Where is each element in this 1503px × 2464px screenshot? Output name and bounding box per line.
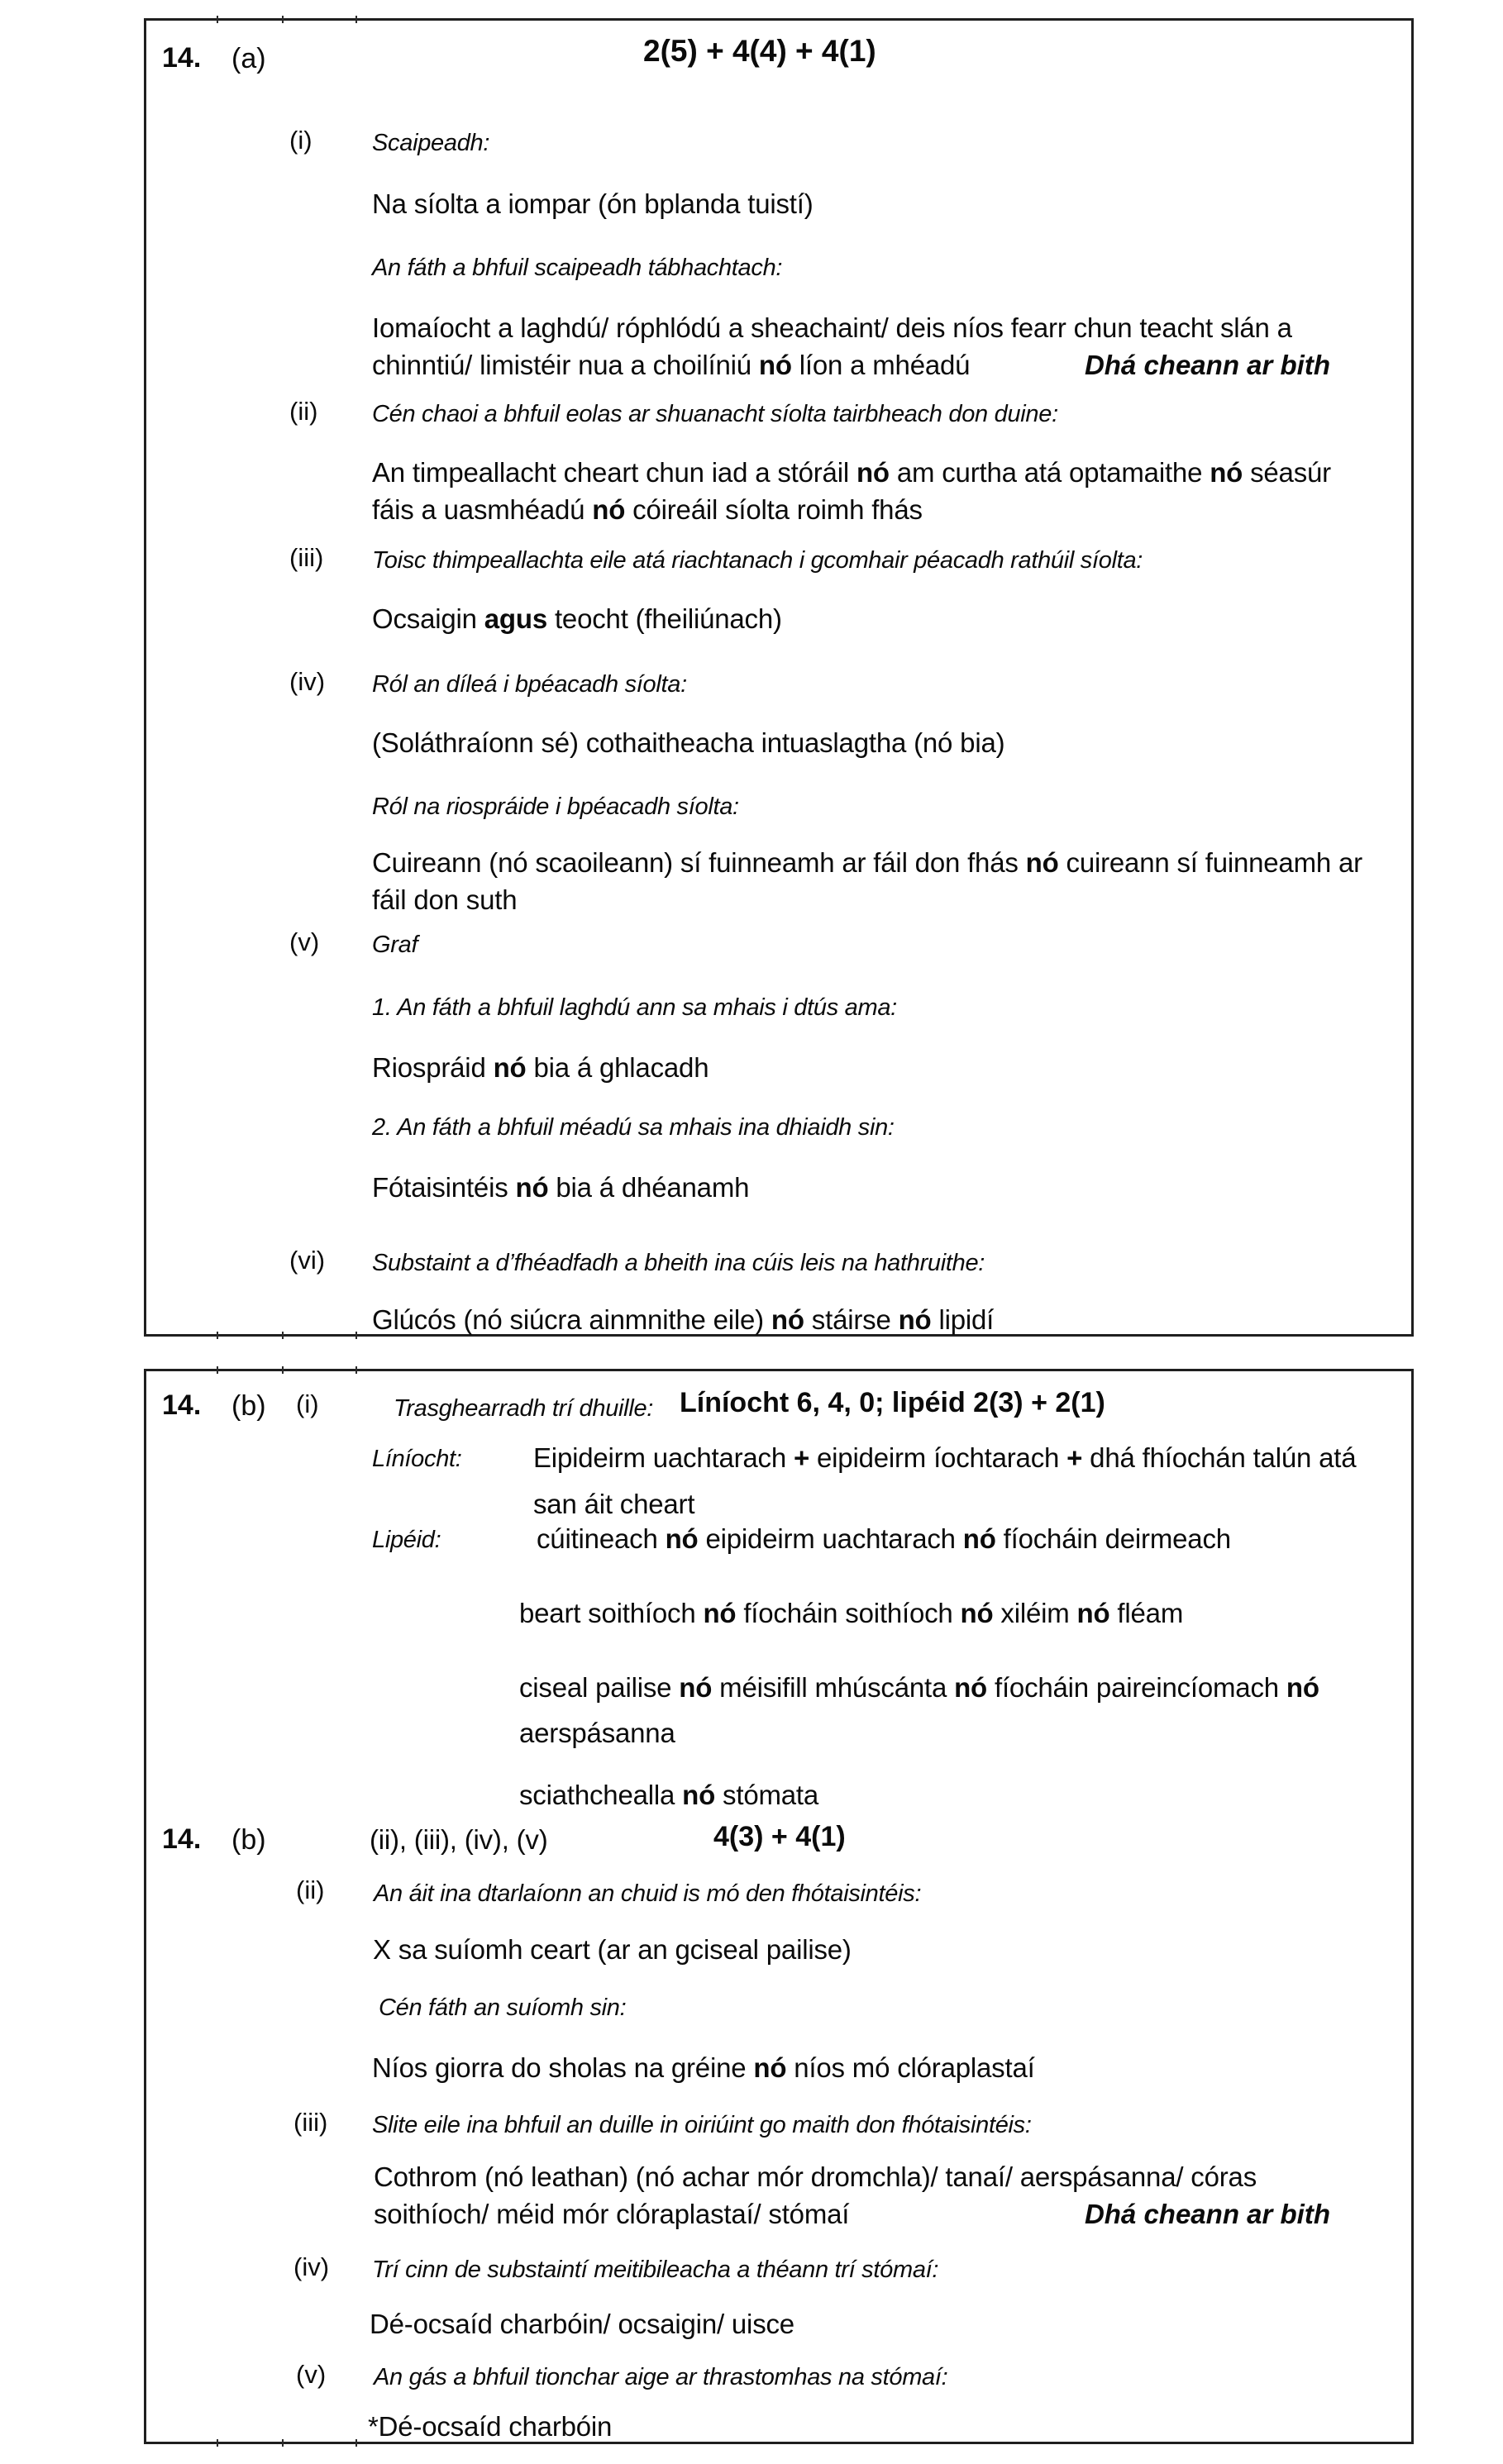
bold-keyword: nó bbox=[898, 1304, 932, 1335]
text-segment: 14. bbox=[162, 1823, 202, 1855]
text-segment: xiléim bbox=[993, 1598, 1077, 1628]
text-segment: Toisc thimpeallachta eile atá riachtanach i gcomhair péacadh rathúil síolta: bbox=[372, 547, 1143, 574]
prompt-text bbox=[394, 1394, 653, 1423]
question-number bbox=[162, 1388, 201, 1423]
text-segment: am curtha atá optamaithe bbox=[889, 457, 1210, 488]
answer-text bbox=[372, 2051, 1035, 2085]
item-numeral bbox=[296, 1875, 324, 1907]
text-segment: (ii), (iii), (iv), (v) bbox=[370, 1824, 548, 1855]
text-segment: lipidí bbox=[931, 1304, 995, 1335]
text-segment: fíocháin soithíoch bbox=[736, 1598, 961, 1628]
answer-text bbox=[370, 2307, 794, 2341]
prompt-text bbox=[372, 1248, 985, 1278]
answer-text bbox=[372, 726, 1004, 760]
text-segment: Dhá cheann ar bith bbox=[1084, 350, 1330, 380]
text-segment: Lipéid: bbox=[372, 1527, 441, 1553]
text-segment: fíocháin paireincíomach bbox=[987, 1672, 1286, 1703]
question-number bbox=[162, 1822, 201, 1857]
text-segment: méisifill mhúscánta bbox=[712, 1672, 955, 1703]
item-numeral bbox=[296, 1389, 319, 1421]
text-segment: (vi) bbox=[289, 1246, 326, 1275]
text-segment: Graf bbox=[372, 932, 418, 958]
bold-keyword: nó bbox=[758, 350, 792, 380]
text-segment: Cothrom (nó leathan) (nó achar mór dromchla)/ tanaí/ aerspásanna/ córas bbox=[374, 2161, 1257, 2192]
text-segment: (b) bbox=[231, 1824, 266, 1856]
answer-text bbox=[372, 493, 923, 527]
answer-text bbox=[372, 187, 814, 221]
item-numeral bbox=[289, 666, 325, 698]
text-segment: cuireann sí fuinneamh ar bbox=[1058, 847, 1362, 878]
text-segment: Níos giorra do sholas na gréine bbox=[372, 2052, 754, 2083]
answer-text bbox=[372, 883, 517, 917]
prompt-text bbox=[372, 670, 687, 699]
text-segment: beart soithíoch bbox=[519, 1598, 704, 1628]
text-segment: (ii) bbox=[296, 1875, 325, 1904]
answer-text bbox=[519, 1596, 1183, 1630]
item-numeral bbox=[296, 2359, 326, 2391]
bold-keyword: nó bbox=[856, 457, 890, 488]
answer-text bbox=[368, 2409, 612, 2443]
text-segment: dhá fhíochán talún atá bbox=[1082, 1442, 1357, 1473]
text-segment: soithíoch/ méid mór clóraplastaí/ stómaí bbox=[374, 2199, 850, 2229]
bold-keyword: nó bbox=[1076, 1598, 1110, 1628]
text-segment: Eipideirm uachtarach bbox=[533, 1442, 794, 1473]
table-cell-tick bbox=[282, 2439, 284, 2447]
bold-keyword: nó bbox=[682, 1780, 716, 1810]
table-cell-tick bbox=[355, 2439, 357, 2447]
text-segment: stómata bbox=[715, 1780, 819, 1810]
text-segment: san áit cheart bbox=[533, 1489, 695, 1519]
text-segment: bia á ghlacadh bbox=[526, 1052, 709, 1083]
text-segment: fíocháin deirmeach bbox=[995, 1523, 1231, 1554]
prompt-text bbox=[379, 1993, 626, 2023]
text-segment: Iomaíocht a laghdú/ róphlódú a sheachaint/ deis níos fearr chun teacht slán a bbox=[372, 312, 1292, 343]
question-14a-box bbox=[144, 18, 1414, 1337]
text-segment: Ról na riospráide i bpéacadh síolta: bbox=[372, 794, 739, 820]
prompt-text bbox=[372, 546, 1143, 575]
table-cell-tick bbox=[217, 2439, 218, 2447]
text-segment: Cén chaoi a bhfuil eolas ar shuanacht síolta tairbheach don duine: bbox=[372, 401, 1058, 427]
item-numeral bbox=[293, 2252, 329, 2284]
text-segment: níos mó clóraplastaí bbox=[786, 2052, 1035, 2083]
bold-keyword: + bbox=[1066, 1442, 1083, 1473]
table-cell-tick bbox=[217, 16, 218, 23]
table-cell-tick bbox=[217, 1332, 218, 1339]
text-segment: 14. bbox=[162, 42, 202, 74]
bold-keyword: nó bbox=[493, 1052, 527, 1083]
text-segment: fáil don suth bbox=[372, 884, 518, 915]
text-segment: (b) bbox=[231, 1390, 266, 1422]
table-cell-tick bbox=[217, 1366, 218, 1374]
prompt-text bbox=[374, 1879, 921, 1909]
text-segment: 2. An fáth a bhfuil méadú sa mhais ina dhiaidh sin: bbox=[372, 1114, 895, 1141]
answer-text bbox=[372, 1170, 749, 1204]
text-segment: Trí cinn de substaintí meitibileacha a théann trí stómaí: bbox=[372, 2257, 939, 2283]
table-cell-tick bbox=[282, 16, 284, 23]
marks-heading bbox=[713, 1819, 846, 1855]
item-numeral bbox=[289, 927, 319, 959]
part-label bbox=[231, 1823, 266, 1858]
bold-keyword: nó bbox=[679, 1672, 713, 1703]
text-segment: Trasghearradh trí dhuille: bbox=[394, 1395, 654, 1422]
text-segment: An gás a bhfuil tionchar aige ar thrastomhas na stómaí: bbox=[374, 2364, 948, 2390]
text-segment: (i) bbox=[296, 1389, 319, 1418]
item-numeral bbox=[289, 1245, 325, 1277]
text-segment: 14. bbox=[162, 1389, 202, 1421]
text-segment: séasúr bbox=[1243, 457, 1331, 488]
text-segment: aerspásanna bbox=[519, 1718, 675, 1748]
answer-text bbox=[372, 1051, 709, 1084]
text-segment: (i) bbox=[289, 126, 313, 155]
answer-text bbox=[372, 846, 1362, 879]
accept-any-two-note bbox=[1085, 348, 1330, 382]
prompt-text bbox=[372, 128, 489, 158]
prompt-text bbox=[374, 2362, 947, 2392]
text-segment: chinntiú/ limistéir nua a choilíniú bbox=[372, 350, 759, 380]
answer-text bbox=[372, 311, 1292, 345]
item-numeral bbox=[289, 542, 323, 574]
text-segment: *Dé-ocsaíd charbóin bbox=[368, 2411, 613, 2442]
text-segment: X sa suíomh ceart (ar an gciseal pailise) bbox=[373, 1934, 852, 1965]
text-segment: (v) bbox=[289, 927, 320, 956]
text-segment: Ocsaigin bbox=[372, 603, 484, 634]
text-segment: 1. An fáth a bhfuil laghdú ann sa mhais i dtús ama: bbox=[372, 994, 897, 1021]
bold-keyword: nó bbox=[515, 1172, 549, 1203]
text-segment: teocht (fheiliúnach) bbox=[547, 603, 782, 634]
table-cell-tick bbox=[282, 1332, 284, 1339]
answer-text bbox=[374, 2197, 849, 2231]
text-segment: An timpeallacht cheart chun iad a stóráil bbox=[372, 457, 856, 488]
text-segment: Scaipeadh: bbox=[372, 130, 490, 156]
item-numeral bbox=[289, 396, 317, 428]
prompt-text bbox=[372, 1525, 441, 1555]
text-segment: cúitineach bbox=[537, 1523, 666, 1554]
table-cell-tick bbox=[355, 1366, 357, 1374]
text-segment: Slite eile ina bhfuil an duille in oiriúint go maith don fhótaisintéis: bbox=[372, 2112, 1032, 2138]
accept-any-two-note bbox=[1085, 2197, 1330, 2231]
text-segment: ciseal pailise bbox=[519, 1672, 680, 1703]
text-segment: eipideirm íochtarach bbox=[809, 1442, 1067, 1473]
text-segment: Líníocht 6, 4, 0; lipéid 2(3) + 2(1) bbox=[680, 1387, 1105, 1418]
answer-text bbox=[373, 1933, 852, 1966]
question-number bbox=[162, 41, 201, 76]
text-segment: Dhá cheann ar bith bbox=[1084, 2199, 1330, 2229]
bold-keyword: nó bbox=[771, 1304, 804, 1335]
text-segment: Cén fáth an suíomh sin: bbox=[379, 1995, 627, 2021]
prompt-text bbox=[372, 792, 739, 822]
bold-keyword: nó bbox=[665, 1523, 699, 1554]
text-segment: bia á dhéanamh bbox=[548, 1172, 750, 1203]
bold-keyword: nó bbox=[703, 1598, 737, 1628]
text-segment: líon a mhéadú bbox=[791, 350, 971, 380]
text-segment: Fótaisintéis bbox=[372, 1172, 516, 1203]
text-segment: Cuireann (nó scaoileann) sí fuinneamh ar fáil don fhás bbox=[372, 847, 1026, 878]
prompt-text bbox=[372, 930, 418, 960]
bold-keyword: nó bbox=[1210, 457, 1243, 488]
text-segment: sciathchealla bbox=[519, 1780, 683, 1810]
text-segment: An áit ina dtarlaíonn an chuid is mó den fhótaisintéis: bbox=[374, 1880, 922, 1907]
text-segment: Glúcós (nó siúcra ainmnithe eile) bbox=[372, 1304, 771, 1335]
marks-heading bbox=[680, 1385, 1105, 1421]
bold-keyword: nó bbox=[1025, 847, 1059, 878]
question-14b-box bbox=[144, 1369, 1414, 2444]
text-segment: 2(5) + 4(4) + 4(1) bbox=[643, 34, 876, 68]
text-segment: (v) bbox=[296, 2360, 327, 2389]
answer-text bbox=[537, 1522, 1231, 1556]
prompt-text bbox=[372, 1444, 462, 1474]
answer-text bbox=[519, 1778, 818, 1812]
text-segment: Riospráid bbox=[372, 1052, 494, 1083]
answer-text bbox=[519, 1670, 1319, 1704]
text-segment: (ii) bbox=[289, 397, 318, 426]
prompt-text bbox=[372, 253, 782, 283]
bold-keyword: + bbox=[793, 1442, 810, 1473]
bold-keyword: nó bbox=[960, 1598, 994, 1628]
text-segment: (iii) bbox=[293, 2108, 328, 2137]
text-segment: (iv) bbox=[289, 667, 326, 696]
text-segment: fléam bbox=[1109, 1598, 1184, 1628]
marks-heading bbox=[643, 32, 876, 70]
answer-text bbox=[372, 1303, 994, 1337]
table-cell-tick bbox=[355, 16, 357, 23]
text-segment: Líníocht: bbox=[372, 1446, 462, 1472]
text-segment: eipideirm uachtarach bbox=[698, 1523, 963, 1554]
answer-text bbox=[374, 2160, 1257, 2194]
text-segment: (iv) bbox=[293, 2252, 330, 2281]
answer-text bbox=[533, 1441, 1356, 1475]
text-segment: stáirse bbox=[804, 1304, 899, 1335]
prompt-text bbox=[372, 993, 897, 1022]
prompt-text bbox=[372, 399, 1058, 429]
bold-keyword: nó bbox=[753, 2052, 787, 2083]
bold-keyword: nó bbox=[592, 494, 626, 525]
text-segment: fáis a uasmhéadú bbox=[372, 494, 593, 525]
text-segment: Na síolta a iompar (ón bplanda tuistí) bbox=[372, 188, 814, 219]
text-segment: (iii) bbox=[289, 543, 324, 572]
table-cell-tick bbox=[282, 1366, 284, 1374]
part-label bbox=[231, 1389, 266, 1424]
item-numeral bbox=[289, 125, 313, 157]
text-segment: 4(3) + 4(1) bbox=[713, 1821, 846, 1852]
bold-keyword: nó bbox=[962, 1523, 996, 1554]
answer-text bbox=[372, 348, 970, 382]
answer-text bbox=[372, 602, 782, 636]
text-segment: (a) bbox=[231, 43, 266, 74]
text-segment: An fáth a bhfuil scaipeadh tábhachtach: bbox=[372, 255, 783, 281]
bold-keyword: agus bbox=[484, 603, 547, 634]
bold-keyword: nó bbox=[1286, 1672, 1319, 1703]
text-segment: cóireáil síolta roimh fhás bbox=[625, 494, 923, 525]
prompt-text bbox=[372, 2255, 938, 2285]
answer-text bbox=[370, 1823, 548, 1856]
prompt-text bbox=[372, 1113, 895, 1142]
text-segment: Substaint a d’fhéadfadh a bheith ina cúis leis na hathruithe: bbox=[372, 1250, 985, 1276]
answer-text bbox=[533, 1487, 694, 1521]
answer-text bbox=[372, 455, 1331, 489]
text-segment: (Soláthraíonn sé) cothaitheacha intuaslagtha (nó bia) bbox=[372, 727, 1005, 758]
prompt-text bbox=[372, 2110, 1032, 2140]
answer-text bbox=[519, 1716, 675, 1750]
part-label bbox=[231, 41, 266, 77]
item-numeral bbox=[293, 2107, 327, 2139]
text-segment: Ról an díleá i bpéacadh síolta: bbox=[372, 671, 687, 698]
table-cell-tick bbox=[355, 1332, 357, 1339]
bold-keyword: nó bbox=[954, 1672, 988, 1703]
text-segment: Dé-ocsaíd charbóin/ ocsaigin/ uisce bbox=[370, 2309, 794, 2339]
